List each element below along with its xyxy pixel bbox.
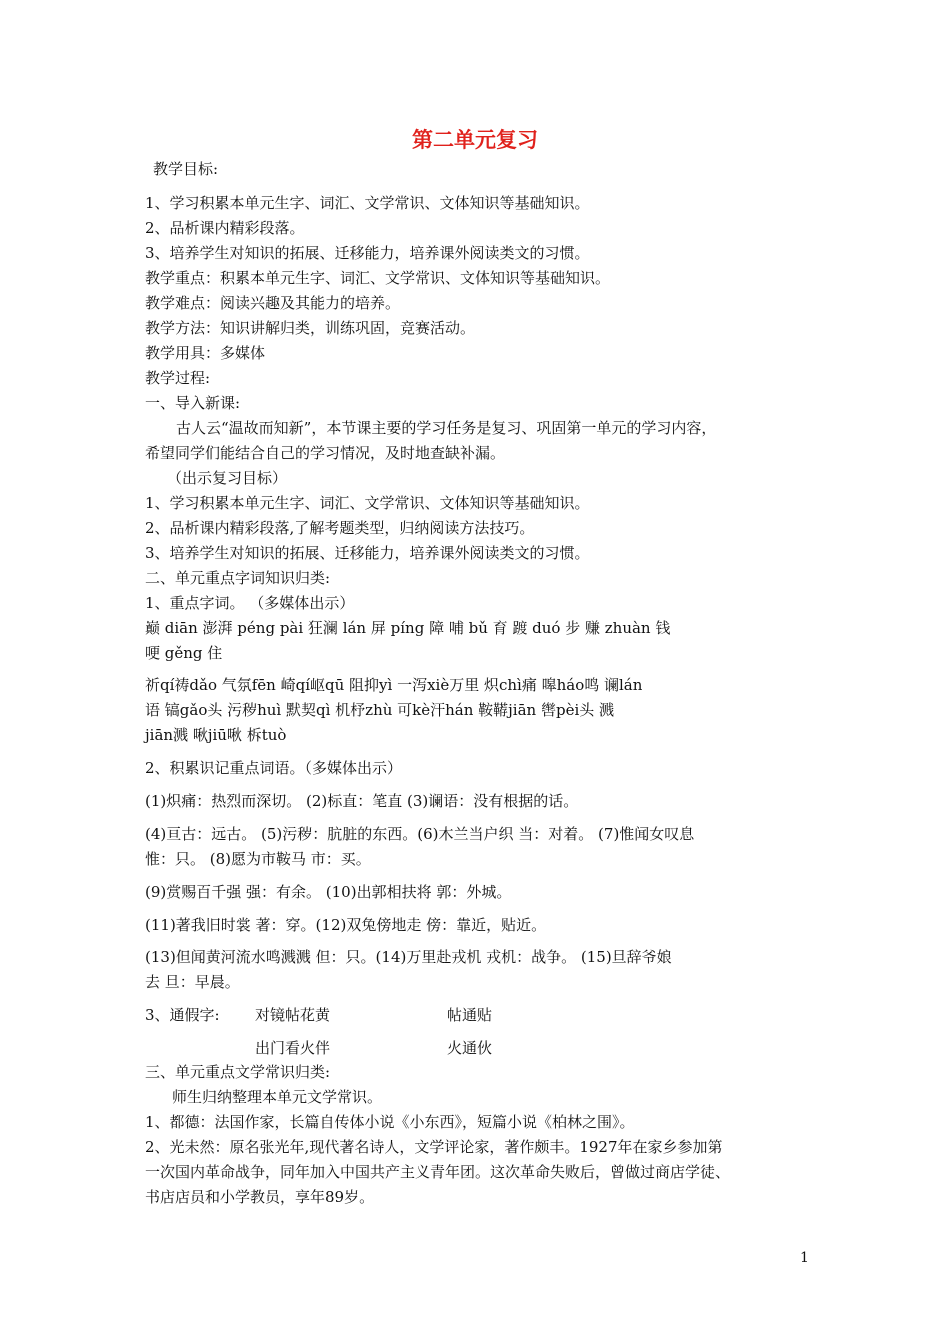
- text-line: 去 旦：早晨。: [145, 973, 240, 991]
- text-line: 对镜帖花黄: [255, 1006, 331, 1024]
- text-line: (4)亘古：远古。 (5)污秽：肮脏的东西。(6)木兰当户织 当：对着。 (7)惟闻女叹息: [145, 825, 695, 843]
- text-line: 2、品析课内精彩段落。: [145, 219, 305, 237]
- page-number: 1: [800, 1250, 809, 1266]
- text-line: 哽 gěng 住: [145, 644, 223, 662]
- text-line: 祈qí祷dǎo 气氛fēn 崎qí岖qū 阻抑yì 一泻xiè万里 炽chì痛 嗥háo鸣 谰lán: [145, 676, 643, 694]
- text-line: 1、学习积累本单元生字、词汇、文学常识、文体知识等基础知识。: [145, 494, 590, 512]
- text-line: 3、通假字:: [145, 1006, 220, 1024]
- text-line: 语 镐gǎo头 污秽huì 默契qì 机杼zhù 可kè汗hán 鞍鞯jiān 辔pèi头 溅: [145, 701, 615, 719]
- text-line: 二、单元重点字词知识归类:: [145, 569, 331, 587]
- text-line: 一次国内革命战争，同年加入中国共产主义青年团。这次革命失败后，曾做过商店学徒、: [145, 1163, 731, 1181]
- text-line: 1、都德：法国作家，长篇自传体小说《小东西》，短篇小说《柏林之围》。: [145, 1113, 635, 1131]
- text-line: (11)著我旧时裳 著：穿。(12)双兔傍地走 傍：靠近，贴近。: [145, 916, 547, 934]
- text-line: 教学过程:: [145, 369, 211, 387]
- text-line: (9)赏赐百千强 强：有余。 (10)出郭相扶将 郭：外城。: [145, 883, 512, 901]
- text-line: jiān溅 啾jiū啾 柝tuò: [145, 726, 287, 744]
- text-line: 书店店员和小学教员，享年89岁。: [145, 1188, 375, 1206]
- text-line: 火通伙: [447, 1039, 493, 1057]
- text-line: 1、学习积累本单元生字、词汇、文学常识、文体知识等基础知识。: [145, 194, 590, 212]
- text-line: (13)但闻黄河流水鸣溅溅 但：只。(14)万里赴戎机 戎机：战争。 (15)旦辞爷娘: [145, 948, 672, 966]
- text-line: 2、光未然：原名张光年,现代著名诗人，文学评论家，著作颇丰。1927年在家乡参加第: [145, 1138, 723, 1156]
- text-line: 希望同学们能结合自己的学习情况，及时地查缺补漏。: [145, 444, 506, 462]
- text-line: 巅 diān 澎湃 péng pài 狂澜 lán 屏 píng 障 哺 bǔ 育 踱 duó 步 赚 zhuàn 钱: [145, 619, 671, 637]
- text-line: 古人云“温故而知新”，本节课主要的学习任务是复习、巩固第一单元的学习内容，: [176, 419, 717, 437]
- page-title: 第二单元复习: [412, 128, 538, 152]
- text-line: 3、培养学生对知识的拓展、迁移能力，培养课外阅读类文的习惯。: [145, 244, 590, 262]
- text-line: 师生归纳整理本单元文学常识。: [172, 1088, 383, 1106]
- text-line: 教学目标:: [153, 160, 219, 178]
- text-line: 1、重点字词。 （多媒体出示）: [145, 594, 355, 612]
- text-line: 教学难点：阅读兴趣及其能力的培养。: [145, 294, 401, 312]
- text-line: 教学重点：积累本单元生字、词汇、文学常识、文体知识等基础知识。: [145, 269, 611, 287]
- text-line: 出门看火伴: [255, 1039, 331, 1057]
- text-line: 帖通贴: [447, 1006, 493, 1024]
- text-line: 一、导入新课:: [145, 394, 241, 412]
- text-line: 2、积累识记重点词语。（多媒体出示）: [145, 759, 403, 777]
- text-line: 三、单元重点文学常识归类:: [145, 1063, 331, 1081]
- text-line: 2、品析课内精彩段落,了解考题类型，归纳阅读方法技巧。: [145, 519, 535, 537]
- text-line: 3、培养学生对知识的拓展、迁移能力，培养课外阅读类文的习惯。: [145, 544, 590, 562]
- text-line: 惟：只。 (8)愿为市鞍马 市：买。: [145, 850, 371, 868]
- text-line: 教学用具：多媒体: [145, 344, 266, 362]
- text-line: （出示复习目标）: [167, 469, 288, 487]
- text-line: (1)炽痛：热烈而深切。 (2)标直：笔直 (3)谰语：没有根据的话。: [145, 792, 579, 810]
- text-line: 教学方法：知识讲解归类，训练巩固，竞赛活动。: [145, 319, 476, 337]
